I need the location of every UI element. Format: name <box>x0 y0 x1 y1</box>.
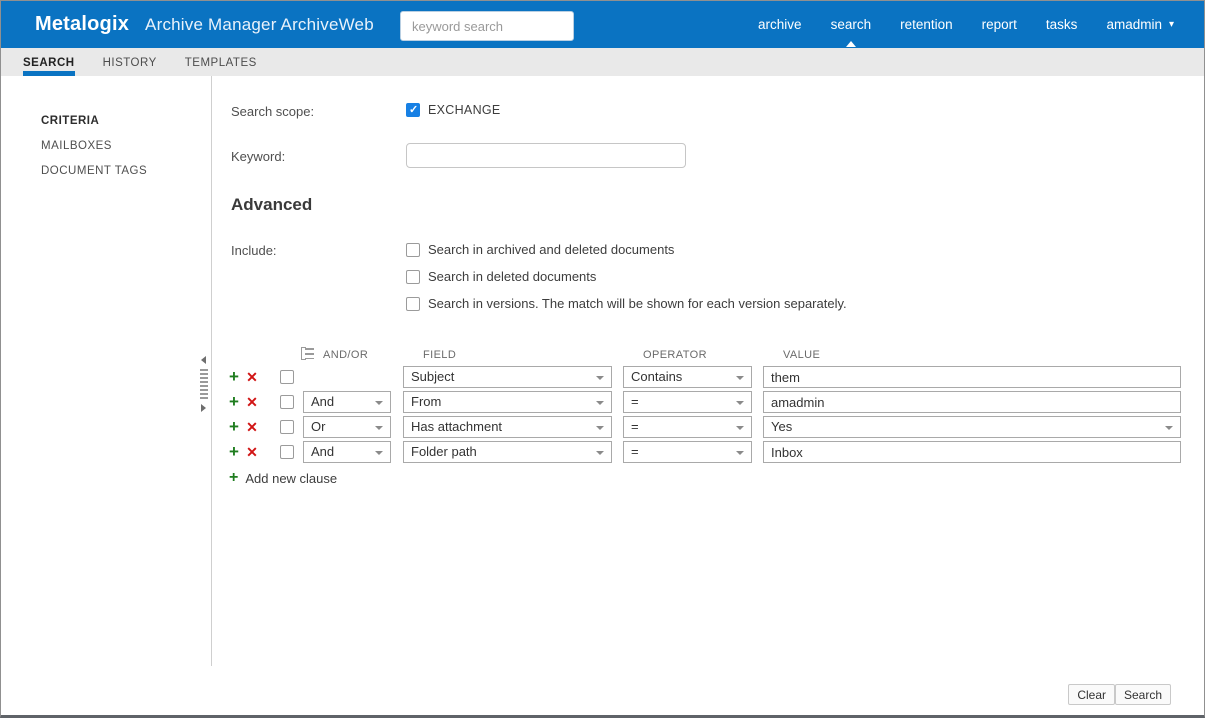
andor-select[interactable] <box>303 416 391 438</box>
clause-grid-header <box>227 346 1201 361</box>
clause-row-checkbox[interactable] <box>280 420 294 434</box>
andor-select[interactable] <box>303 441 391 463</box>
col-field-label: FIELD <box>423 349 457 361</box>
chevron-down-icon <box>375 401 383 405</box>
sidebar-splitter[interactable] <box>198 356 209 412</box>
nav-retention[interactable]: retention <box>900 17 953 32</box>
andor-select[interactable] <box>303 391 391 413</box>
field-select-value: Subject <box>411 369 455 384</box>
field-select[interactable] <box>403 416 612 438</box>
andor-select-value: And <box>311 444 335 459</box>
chevron-down-icon <box>736 376 744 380</box>
field-select-value: From <box>411 394 442 409</box>
clear-button[interactable]: Clear <box>1068 684 1115 705</box>
col-andor-label: AND/OR <box>323 349 369 361</box>
sidebar-item-mailboxes[interactable]: MAILBOXES <box>41 140 112 152</box>
app-header <box>1 1 1204 48</box>
nav-archive[interactable]: archive <box>758 17 802 32</box>
collapse-right-icon[interactable] <box>201 404 206 412</box>
include-option-label: Search in deleted documents <box>428 269 597 284</box>
field-select[interactable] <box>403 366 612 388</box>
nav-search[interactable]: search <box>831 1 872 48</box>
operator-select[interactable] <box>623 391 752 413</box>
add-clause-icon[interactable]: + <box>229 442 239 461</box>
add-clause-icon[interactable]: + <box>229 367 239 386</box>
field-select-value: Folder path <box>411 444 477 459</box>
remove-clause-icon[interactable]: ✕ <box>246 394 258 410</box>
clause-value-input[interactable] <box>763 391 1181 413</box>
include-versions-checkbox[interactable] <box>406 297 420 311</box>
include-label: Include: <box>231 243 277 258</box>
add-new-clause-link[interactable] <box>229 469 359 487</box>
operator-select-value: = <box>631 394 639 409</box>
exchange-label: EXCHANGE <box>428 103 501 117</box>
sidebar-item-criteria[interactable]: CRITERIA <box>41 115 100 127</box>
remove-clause-icon[interactable]: ✕ <box>246 444 258 460</box>
header-keyword-search-input[interactable] <box>400 11 574 41</box>
chevron-down-icon <box>1165 426 1173 430</box>
clause-value-input[interactable] <box>763 366 1181 388</box>
clause-row <box>227 441 1201 463</box>
body-area <box>1 76 1204 715</box>
tab-strip <box>1 48 1204 76</box>
select-all-icon[interactable] <box>301 347 314 360</box>
remove-clause-icon[interactable]: ✕ <box>246 369 258 385</box>
splitter-grip-icon[interactable] <box>200 369 208 399</box>
operator-select[interactable] <box>623 441 752 463</box>
search-scope-row <box>231 103 501 119</box>
include-option-label: Search in archived and deleted documents <box>428 242 675 257</box>
chevron-down-icon <box>596 376 604 380</box>
chevron-down-icon <box>375 426 383 430</box>
search-scope-label: Search scope: <box>231 104 315 119</box>
operator-select[interactable] <box>623 416 752 438</box>
chevron-down-icon <box>596 426 604 430</box>
operator-select-value: Contains <box>631 369 683 384</box>
keyword-input[interactable] <box>406 143 686 168</box>
top-nav <box>729 1 1174 48</box>
tab-history[interactable]: HISTORY <box>102 57 157 69</box>
sidebar <box>1 76 212 666</box>
collapse-left-icon[interactable] <box>201 356 206 364</box>
include-deleted-checkbox[interactable] <box>406 270 420 284</box>
operator-select[interactable] <box>623 366 752 388</box>
col-operator-label: OPERATOR <box>643 349 707 361</box>
include-option <box>406 296 847 311</box>
search-button[interactable]: Search <box>1115 684 1171 705</box>
product-title: Archive Manager ArchiveWeb <box>145 14 374 34</box>
chevron-down-icon <box>736 451 744 455</box>
user-menu-label: amadmin <box>1106 17 1162 32</box>
field-select[interactable] <box>403 441 612 463</box>
clause-value-input[interactable] <box>763 441 1181 463</box>
advanced-heading: Advanced <box>231 195 313 214</box>
sidebar-item-document-tags[interactable]: DOCUMENT TAGS <box>41 165 148 177</box>
clause-row-checkbox[interactable] <box>280 445 294 459</box>
metalogix-logo: Metalogix <box>35 13 130 35</box>
include-archived-deleted-checkbox[interactable] <box>406 243 420 257</box>
include-option-label: Search in versions. The match will be shown for each version separately. <box>428 296 847 311</box>
chevron-down-icon <box>375 451 383 455</box>
include-options <box>406 242 847 323</box>
nav-report[interactable]: report <box>981 17 1017 32</box>
tab-templates[interactable]: TEMPLATES <box>184 57 257 69</box>
chevron-down-icon <box>736 426 744 430</box>
field-select[interactable] <box>403 391 612 413</box>
clause-row <box>227 366 1201 388</box>
exchange-checkbox[interactable] <box>406 103 420 117</box>
col-value-label: VALUE <box>783 349 821 361</box>
add-new-clause-label: Add new clause <box>245 470 338 486</box>
andor-select-value: Or <box>311 419 326 434</box>
clause-row-checkbox[interactable] <box>280 395 294 409</box>
keyword-label: Keyword: <box>231 149 286 164</box>
value-select-value: Yes <box>771 419 793 434</box>
include-row <box>231 242 847 323</box>
keyword-row <box>231 143 686 168</box>
field-select-value: Has attachment <box>411 419 503 434</box>
operator-select-value: = <box>631 419 639 434</box>
include-option <box>406 242 847 257</box>
criteria-panel <box>213 76 1204 715</box>
tab-search[interactable]: SEARCH <box>23 48 75 76</box>
clause-grid <box>227 346 1201 487</box>
clause-row <box>227 416 1201 438</box>
add-clause-icon[interactable]: + <box>229 392 239 411</box>
plus-icon: + <box>229 469 239 486</box>
chevron-down-icon <box>596 451 604 455</box>
andor-select-value: And <box>311 394 335 409</box>
value-select[interactable] <box>763 416 1181 438</box>
chevron-down-icon <box>736 401 744 405</box>
chevron-down-icon: ▾ <box>1168 19 1174 30</box>
user-menu[interactable] <box>1106 1 1174 48</box>
operator-select-value: = <box>631 444 639 459</box>
remove-clause-icon[interactable]: ✕ <box>246 419 258 435</box>
nav-tasks[interactable]: tasks <box>1045 17 1078 32</box>
clause-row <box>227 391 1201 413</box>
include-option <box>406 269 847 284</box>
add-clause-icon[interactable]: + <box>229 417 239 436</box>
clause-row-checkbox[interactable] <box>280 370 294 384</box>
chevron-down-icon <box>596 401 604 405</box>
